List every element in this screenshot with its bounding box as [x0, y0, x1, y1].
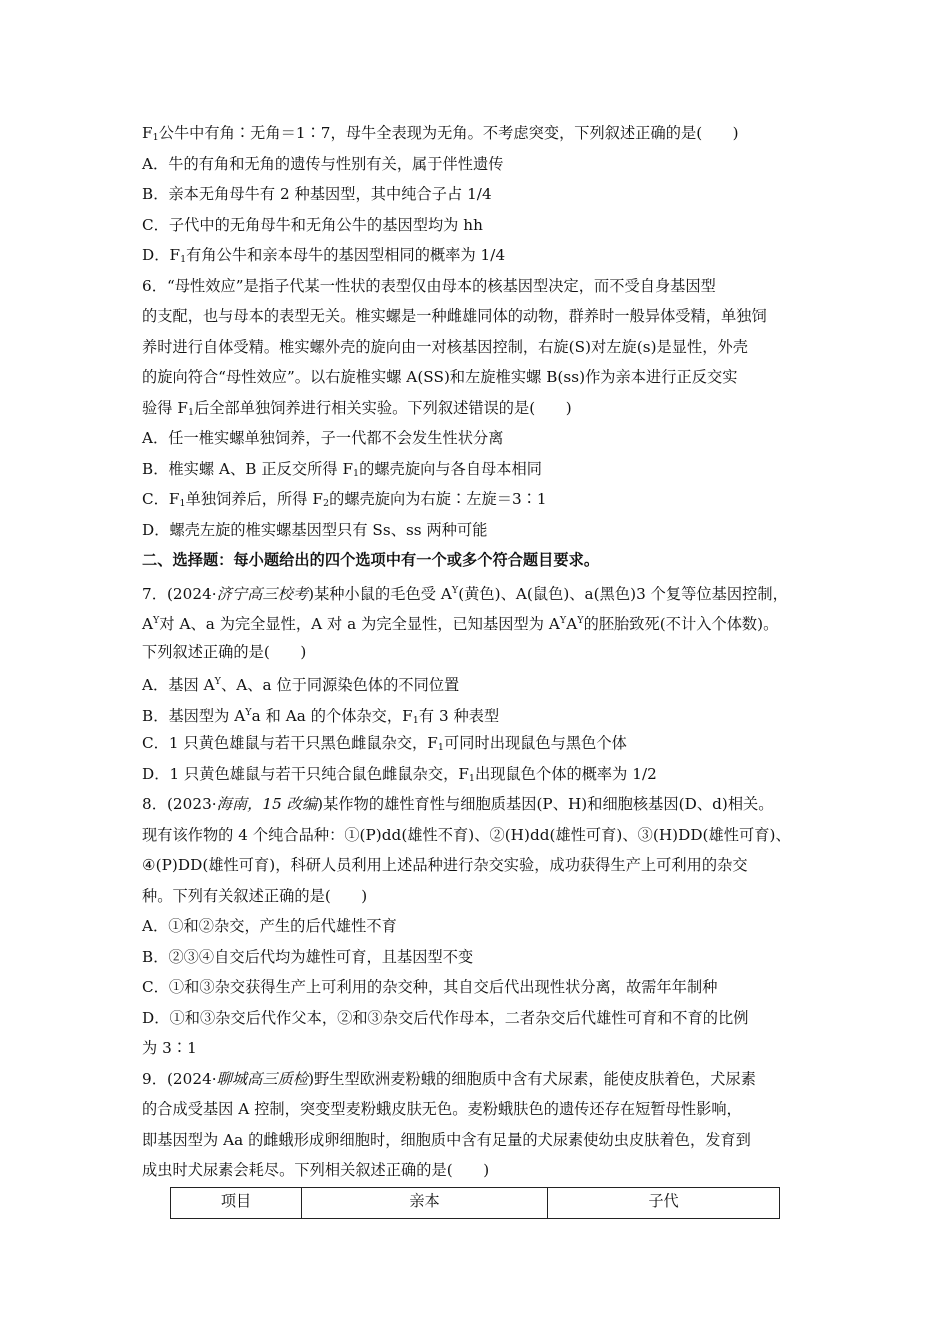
q8-option-d-line-2: 为 3∶1: [142, 1039, 197, 1057]
table-header-cell: 亲本: [302, 1188, 548, 1219]
q7-option-c: C．1 只黄色雄鼠与若干只黑色雌鼠杂交，$F_1$可同时出现鼠色与黑色个体: [142, 734, 627, 753]
q5-stem-line: $F_1$公牛中有角∶无角＝1∶7，母牛全表现为无角。不考虑突变，下列叙述正确的是( ): [142, 124, 739, 143]
q8-option-d-line-1: D．①和③杂交后代作父本，②和③杂交后代作母本，二者杂交后代雄性可育和不育的比例: [142, 1008, 749, 1027]
q6-option-d: D．螺壳左旋的椎实螺基因型只有 Ss、ss 两种可能: [142, 520, 488, 539]
q9-stem-line-4: 成虫时犬尿素会耗尽。下列相关叙述正确的是( ): [142, 1161, 490, 1179]
q9-stem-line-3: 即基因型为 Aa 的雌蛾形成卵细胞时，细胞质中含有足量的犬尿素使幼虫皮肤着色，发育到: [142, 1130, 751, 1149]
q9-stem-line-1: 9．(2024·聊城高三质检)野生型欧洲麦粉蛾的细胞质中含有犬尿素，能使皮肤着色，犬尿素: [142, 1069, 756, 1088]
q8-stem-line-1: 8．(2023·海南，15 改编)某作物的雄性育性与细胞质基因(P、H)和细胞核基因(D、d)相关。: [142, 795, 774, 813]
q8-option-b: B．②③④自交后代均为雄性可育，且基因型不变: [142, 947, 474, 966]
q8-source: 海南，15 改编: [216, 795, 318, 813]
q8-option-a: A．①和②杂交，产生的后代雄性不育: [142, 917, 397, 935]
q6-option-c: C．$F_1$单独饲养后，所得 $F_2$的螺壳旋向为右旋∶左旋＝3∶1: [142, 490, 547, 509]
section-heading: 二、选择题：每小题给出的四个选项中有一个或多个符合题目要求。: [142, 551, 600, 569]
q6-stem-line-3: 养时进行自体受精。椎实螺外壳的旋向由一对核基因控制，右旋(S)对左旋(s)是显性，外壳: [142, 337, 748, 356]
q6-option-a: A．任一椎实螺单独饲养，子一代都不会发生性状分离: [142, 429, 504, 447]
q6-stem-line-1: 6．“母性效应”是指子代某一性状的表型仅由母本的核基因型决定，而不受自身基因型: [142, 276, 716, 295]
q7-stem-line-3: 下列叙述正确的是( ): [142, 642, 307, 661]
q9-stem-line-2: 的合成受基因 A 控制，突变型麦粉蛾皮肤无色。麦粉蛾肤色的遗传还存在短暂母性影响，: [142, 1100, 742, 1118]
q7-source: 济宁高三校考: [216, 584, 309, 603]
q7-stem-line-2: $A^Y$对 A、a 为完全显性，A 对 a 为完全显性，已知基因型为 $A^YA^Y$的胚胎致死(不计入个体数)。: [142, 615, 779, 633]
q5-option-c: C．子代中的无角母牛和无角公牛的基因型均为 hh: [142, 215, 483, 234]
q5-option-d: D．$F_1$有角公牛和亲本母牛的基因型相同的概率为 1/4: [142, 246, 506, 265]
q6-stem-line-2: 的支配，也与母本的表型无关。椎实螺是一种雌雄同体的动物，群养时一般异体受精，单独饲: [142, 307, 767, 325]
q7-option-b: B．基因型为 $A^Ya$ 和 Aa 的个体杂交，$F_1$有 3 种表型: [142, 706, 500, 726]
q6-option-b: B．椎实螺 A、B 正反交所得 $F_1$的螺壳旋向与各自母本相同: [142, 459, 543, 479]
q8-option-c: C．①和③杂交获得生产上可利用的杂交种，其自交后代出现性状分离，故需年年制种: [142, 978, 718, 996]
q7-stem-line-1: 7．(2024·济宁高三校考)某种小鼠的毛色受 $A^Y$(黄色)、A(鼠色)、a(黑色)3 个复等位基因控制，: [142, 584, 788, 603]
q7-option-a: A．基因 $A^Y$、A、a 位于同源染色体的不同位置: [142, 676, 460, 694]
q5-option-b: B．亲本无角母牛有 2 种基因型，其中纯合子占 1/4: [142, 185, 492, 203]
q9-table: [170, 1187, 780, 1219]
q7-option-d: D．1 只黄色雄鼠与若干只纯合鼠色雌鼠杂交，$F_1$出现鼠色个体的概率为 1/2: [142, 764, 657, 784]
q9-source: 聊城高三质检: [216, 1069, 309, 1088]
q8-stem-line-4: 种。下列有关叙述正确的是( ): [142, 886, 368, 905]
table-header-cell: 子代: [548, 1188, 780, 1219]
document-page: [142, 118, 810, 1186]
q8-stem-line-2: 现有该作物的 4 个纯合品种：①(P)dd(雄性不育)、②(H)dd(雄性可育)、③(H)DD(雄性可育)、: [142, 825, 791, 844]
table-header-row: [171, 1188, 780, 1219]
q8-stem-line-3: ④(P)DD(雄性可育)，科研人员利用上述品种进行杂交实验，成功获得生产上可利用的杂交: [142, 856, 748, 874]
q6-stem-line-4: 的旋向符合“母性效应”。以右旋椎实螺 A(SS)和左旋椎实螺 B(ss)作为亲本进行正反交实: [142, 368, 738, 386]
table-header-cell: 项目: [171, 1188, 302, 1219]
q6-stem-line-5: 验得 $F_1$后全部单独饲养进行相关实验。下列叙述错误的是( ): [142, 398, 572, 418]
q5-option-a: A．牛的有角和无角的遗传与性别有关，属于伴性遗传: [142, 154, 504, 173]
